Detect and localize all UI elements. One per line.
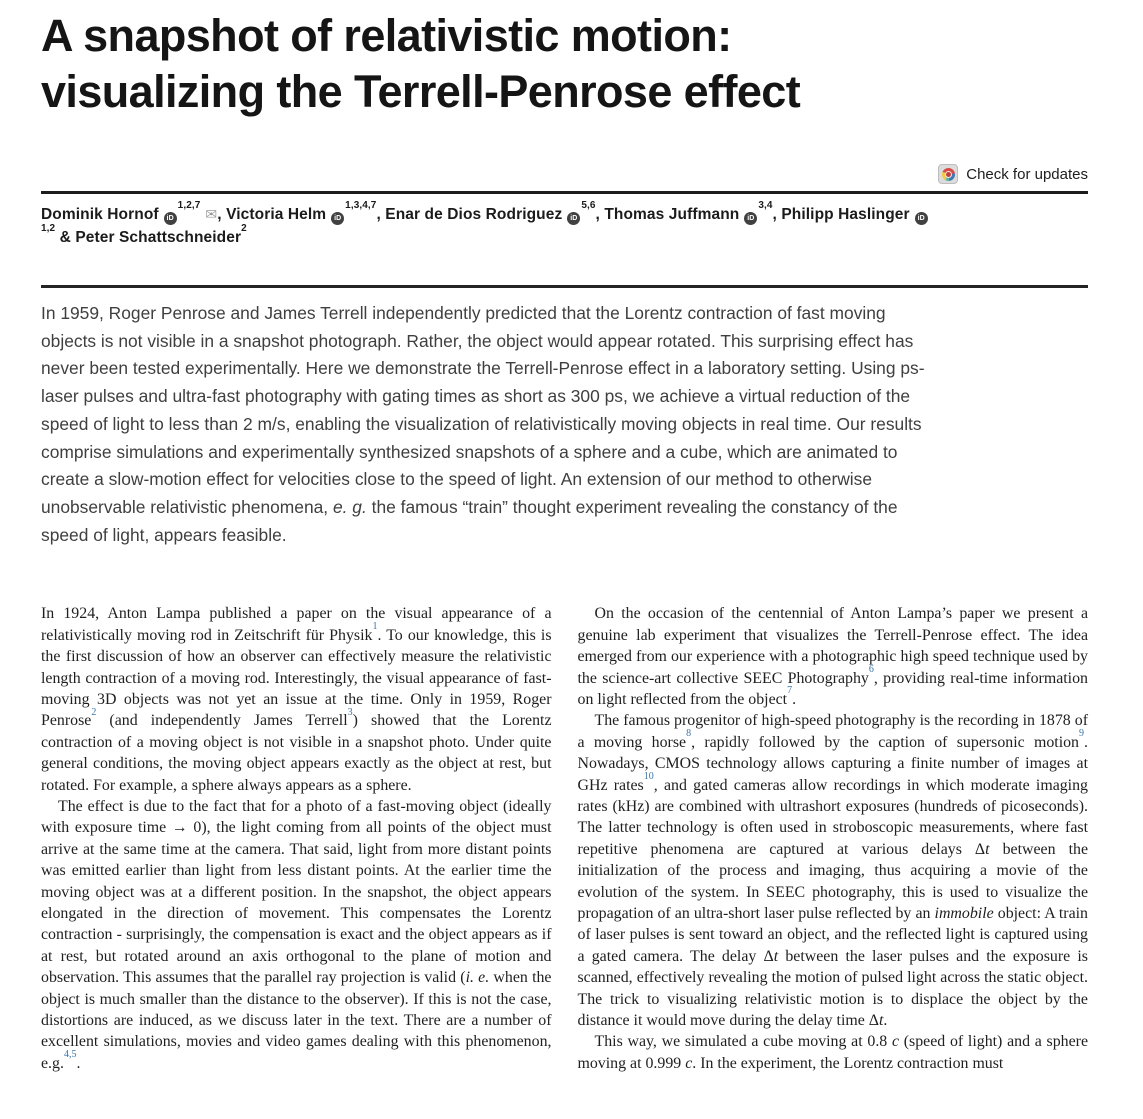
paragraph: The effect is due to the fact that for a photo of a fast-moving object (ideally with exposure time → 0), the light coming from all points of the object must arrive at the same time at the camera. That said, light from more distant points was emitted earlier than light from less distant points. At the earlier time the moving object was at a different position. In the snapshot, the object appears elongated in the direction of movement. This compensates the Lorentz contraction - surprisingly, the compensation is exact and the object appears as if at rest, but rotated around an axis orthogonal to the plane of motion and observation. This assumes that the parallel ray projection is valid (i. e. when the object is much smaller than the distance to the observer). If this is not the case, distortions are induced, as we discuss later in the text. There are a number of excellent simulations, movies and video games dealing with this phenomenon, e.g.$^{4,5}$. bbox=[41, 797, 552, 1072]
italic-text: e. g. bbox=[332, 496, 367, 517]
left-column bbox=[41, 603, 552, 1074]
paragraph: The famous progenitor of high-speed photography is the recording in 1878 of a moving horse$^8$, rapidly followed by the caption of supersonic motion$^9$. Nowadays, CMOS technology allows capturing a finite number of images at GHz rates$^{10}$, and gated cameras allow recordings in which moderate imaging rates (kHz) are combined with ultrashort exposures (hundreds of picoseconds). The latter technology is often used in stroboscopic measurements, where fast repetitive phenomena are captured at various delays Δt between the initialization of the process and imaging, thus acquiring a movie of the evolution of the system. In SEEC photography, this is used to visualize the propagation of an ultra-short laser pulse reflected by an immobile object: A train of laser pulses is sent toward an object, and the reflected light is captured using a gated camera. The delay Δt between the laser pulses and the exposure is scanned, effectively revealing the motion of pulsed light across the static object. The trick to visualizing relativistic motion is to displace the object by the distance it would move during the delay time Δt. bbox=[577, 712, 1088, 1030]
reference-link[interactable]: 8 bbox=[686, 727, 692, 739]
reference-link[interactable]: 6 bbox=[868, 663, 874, 675]
reference-link[interactable]: 1 bbox=[372, 620, 378, 632]
orcid-icon[interactable]: iD bbox=[744, 212, 757, 225]
email-icon[interactable]: ✉ bbox=[205, 206, 218, 222]
badge-row bbox=[41, 164, 1088, 184]
italic-text: t bbox=[878, 1012, 884, 1030]
crossmark-circle-icon bbox=[942, 168, 955, 181]
title-line-2: visualizing the Terrell-Penrose effect bbox=[41, 66, 801, 117]
italic-text: immobile bbox=[934, 905, 994, 923]
author: Thomas Juffmann iD$^{3,4}$ bbox=[604, 199, 773, 223]
author: Victoria Helm iD$^{1,3,4,7}$ bbox=[226, 199, 377, 223]
italic-text: t bbox=[985, 840, 990, 858]
italic-text: c bbox=[891, 1033, 900, 1051]
header-divider bbox=[41, 191, 1088, 194]
author-affiliation-sup: 3,4 bbox=[758, 199, 773, 211]
italic-text: c bbox=[685, 1054, 693, 1072]
paragraph: On the occasion of the centennial of Anton Lampa’s paper we present a genuine lab experiment that visualizes the Terrell-Penrose effect. The idea emerged from our experience with a photographic high speed technique used by the science-art collective SEEC Photography$^6$, providing real-time information on light reflected from the object$^7$. bbox=[577, 605, 1088, 708]
check-for-updates-button[interactable] bbox=[938, 164, 1088, 184]
orcid-icon[interactable]: iD bbox=[164, 212, 177, 225]
author-affiliation-sup: 5,6 bbox=[581, 199, 596, 211]
paragraph: In 1924, Anton Lampa published a paper on the visual appearance of a relativistically moving rod in Zeitschrift für Physik$^1$. To our knowledge, this is the first discussion of how an observer can effectively measure the relativistic length contraction of a moving rod. Interestingly, the visual appearance of fast-moving 3D objects was not yet an issue at the time. Only in 1959, Roger Penrose$^2$ (and independently James Terrell$^3$) showed that the Lorentz contraction of a moving object is not visible in a snapshot photo. Under quite general conditions, the moving object appears exactly as the object at rest, but rotated. For example, a sphere always appears as a sphere. bbox=[41, 605, 552, 794]
reference-link[interactable]: 7 bbox=[787, 685, 793, 697]
author-list: Dominik Hornof iD$^{1,2,7}$✉, Victoria Helm iD$^{1,3,4,7}$, Enar de Dios Rodriguez iD$^{5,6}$, Thomas Juffmann iD$^{3,4}$, Philipp Haslinger iD$^{1,2}$ & Peter Schattschneider$^2$ bbox=[41, 203, 933, 249]
author: Dominik Hornof iD$^{1,2,7}$✉ bbox=[41, 199, 218, 223]
reference-link[interactable]: 2 bbox=[91, 706, 97, 718]
author: Peter Schattschneider$^2$ bbox=[75, 222, 247, 246]
title-line-1: A snapshot of relativistic motion: bbox=[41, 10, 732, 61]
page-title bbox=[41, 8, 1088, 120]
author-affiliation-sup: 1,2,7 bbox=[177, 199, 201, 211]
author-affiliation-sup: 1,2 bbox=[41, 222, 56, 234]
reference-link[interactable]: 9 bbox=[1079, 727, 1085, 739]
right-column bbox=[578, 603, 1089, 1074]
reference-link[interactable]: 10 bbox=[643, 770, 654, 782]
check-for-updates-label: Check for updates bbox=[966, 165, 1088, 183]
author: Enar de Dios Rodriguez iD$^{5,6}$ bbox=[385, 199, 596, 223]
reference-link[interactable]: 3 bbox=[347, 706, 353, 718]
reference-link[interactable]: 4,5 bbox=[63, 1049, 77, 1061]
orcid-icon[interactable]: iD bbox=[915, 212, 928, 225]
author-affiliation-sup: 1,3,4,7 bbox=[345, 199, 377, 211]
body-columns bbox=[41, 603, 1088, 1074]
orcid-icon[interactable]: iD bbox=[331, 212, 344, 225]
italic-text: i. e. bbox=[465, 969, 490, 987]
paragraph: This way, we simulated a cube moving at 0.8 c (speed of light) and a sphere moving at 0.999 c. In the experiment, the Lorentz contraction must bbox=[577, 1033, 1088, 1072]
author: Philipp Haslinger iD$^{1,2}$ bbox=[41, 206, 929, 246]
abstract-text: In 1959, Roger Penrose and James Terrell independently predicted that the Lorentz contraction of fast moving objects is not visible in a snapshot photograph. Rather, the object would appear rotated. This surprising effect has never been tested experimentally. Here we demonstrate the Terrell-Penrose effect in a laboratory setting. Using ps-laser pulses and ultra-fast photography with gating times as short as 300 ps, we achieve a virtual reduction of the speed of light to less than 2 m/s, enabling the visualization of relativistically moving objects in real time. Our results comprise simulations and experimentally synthesized snapshots of a sphere and a cube, which are animated to create a slow-motion effect for velocities close to the speed of light. An extension of our method to otherwise unobservable relativistic phenomena, e. g. the famous “train” thought experiment revealing the constancy of the speed of light, appears feasible. bbox=[41, 303, 925, 545]
italic-text: t bbox=[773, 947, 779, 965]
orcid-icon[interactable]: iD bbox=[567, 212, 580, 225]
crossmark-dot-icon bbox=[945, 171, 952, 178]
author-affiliation-sup: 2 bbox=[241, 222, 247, 234]
crossmark-icon bbox=[938, 164, 958, 184]
